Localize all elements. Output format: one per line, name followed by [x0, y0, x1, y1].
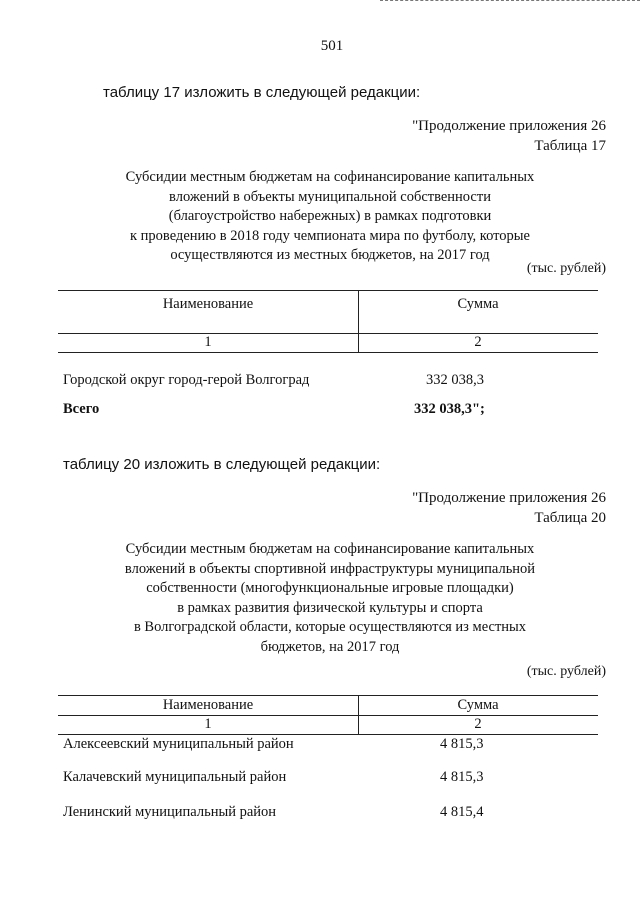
title-line: Субсидии местным бюджетам на софинансирование капитальных [125, 541, 535, 557]
title-line: вложений в объекты спортивной инфраструктуры муниципальной [124, 560, 536, 577]
colnum-2: 2 [474, 716, 482, 732]
colnum-1: 1 [204, 716, 212, 732]
page-number: 501 [320, 38, 344, 54]
title-line: к проведению в 2018 году чемпионата мира по футболу, которые [130, 227, 530, 244]
unit-label: (тыс. рублей) [526, 664, 606, 679]
title-line: в рамках развития физической культуры и спорта [177, 599, 483, 616]
title-line: Субсидии местным бюджетам на софинансирование капитальных [125, 169, 535, 185]
row-sum: 4 815,3 [440, 769, 484, 785]
unit-label: (тыс. рублей) [526, 261, 606, 276]
colnum-2: 2 [474, 334, 482, 350]
table-title [80, 168, 580, 266]
row-name: Ленинский муниципальный район [63, 804, 277, 820]
table-title [80, 540, 580, 657]
title-line: осуществляются из местных бюджетов, на 2017 год [170, 247, 490, 263]
table-border [58, 352, 598, 353]
header-sum: Сумма [457, 697, 499, 713]
header-name: Наименование [162, 697, 254, 713]
header-sum: Сумма [457, 296, 499, 312]
table-number: Таблица 20 [534, 510, 606, 526]
row-sum: 4 815,4 [440, 804, 484, 820]
row-sum: 332 038,3 [426, 372, 484, 388]
row-name: Алексеевский муниципальный район [63, 736, 294, 752]
row-name: Калачевский муниципальный район [63, 769, 287, 785]
title-line: вложений в объекты муниципальной собственности [169, 188, 491, 205]
title-line: бюджетов, на 2017 год [260, 638, 400, 655]
appendix-continuation: "Продолжение приложения 26 [412, 118, 606, 134]
title-line: собственности (многофункциональные игровые площадки) [146, 580, 514, 596]
instruction-table-17: таблицу 17 изложить в следующей редакции: [103, 84, 421, 101]
table-border [58, 695, 598, 696]
header-name: Наименование [162, 296, 254, 312]
row-sum: 4 815,3 [440, 736, 484, 752]
title-line: в Волгоградской области, которые осуществляются из местных [133, 619, 527, 635]
instruction-table-20: таблицу 20 изложить в следующей редакции: [63, 456, 381, 473]
title-line: (благоустройство набережных) в рамках подготовки [168, 208, 492, 224]
table-number: Таблица 17 [534, 138, 606, 154]
table-border [58, 290, 598, 291]
total-sum: 332 038,3"; [414, 401, 485, 417]
table-border [58, 734, 598, 735]
colnum-1: 1 [204, 334, 212, 350]
total-label: Всего [63, 401, 100, 417]
scan-edge-mark [380, 0, 640, 1]
row-name: Городской округ город-герой Волгоград [63, 372, 310, 388]
appendix-continuation: "Продолжение приложения 26 [412, 490, 606, 506]
